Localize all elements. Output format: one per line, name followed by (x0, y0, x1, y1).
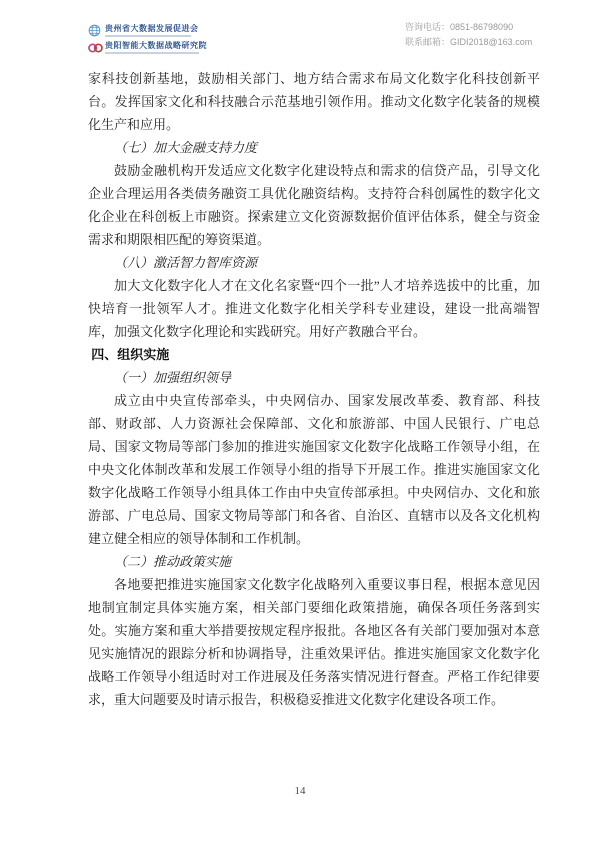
linked-rings-icon (88, 41, 101, 54)
section-heading: （七）加大金融支持力度 (114, 140, 258, 155)
org1-english-subtitle-bar (105, 35, 191, 37)
org1-name: 贵州省大数据发展促进会 (105, 24, 199, 33)
phone-number: 0851-86798090 (450, 22, 514, 32)
org2-english-subtitle-bar (105, 52, 199, 54)
org2-name: 贵阳智能大数据战略研究院 (105, 41, 207, 50)
body-paragraph: 家科技创新基地，鼓励相关部门、地方结合需求布局文化数字化科技创新平台。发挥国家文化和科技融合示范基地引领作用。推动文化数字化装备的规模化生产和应用。 (88, 71, 540, 132)
contact-info (405, 20, 532, 50)
section-heading: （二）推动政策实施 (114, 554, 232, 569)
document-body (88, 67, 540, 711)
org1-logo-row (88, 24, 207, 38)
body-paragraph: 鼓励金融机构开发适应文化数字化建设特点和需求的信贷产品，引导文化企业合理运用各类债务融资工具优化融资结构。支持符合科创属性的数字化文化企业在科创板上市融资。探索建立文化资源数据价值评估体系，健全与资金需求和期限相匹配的筹资渠道。 (88, 163, 540, 247)
email-label: 联系邮箱： (405, 37, 451, 47)
email-address: GIDI2018@163.com (450, 37, 533, 47)
page-number: 14 (294, 785, 306, 797)
contact-phone-line (405, 20, 532, 35)
globe-icon (88, 24, 101, 37)
body-paragraph: 各地要把推进实施国家文化数字化战略列入重要议事日程，根据本意见因地制宜制定具体实施方案，相关部门要细化政策措施，确保各项任务落到实处。实施方案和重大举措要按规定程序报批。各地区各有关部门要加强对本意见实施情况的跟踪分析和协调指导，注重效果评估。推进实施国家文化数字化战略工作领导小组适时对工作进展及任务落实情况进行督查。严格工作纪律要求，重大问题要及时请示报告，积极稳妥推进文化数字化建设各项工作。 (88, 577, 540, 707)
section-heading: （一）加强组织领导 (114, 370, 232, 385)
phone-label: 咨询电话： (405, 22, 451, 32)
chapter-heading: 四、组织实施 (91, 347, 170, 362)
body-paragraph: 成立由中央宣传部牵头，中央网信办、国家发展改革委、教育部、科技部、财政部、人力资源社会保障部、文化和旅游部、中国人民银行、广电总局、国家文物局等部门参加的推进实施国家文化数字化战略工作领导小组，在中央文化体制改革和发展工作领导小组的指导下开展工作。推进实施国家文化数字化战略工作领导小组具体工作由中央宣传部承担。中央网信办、文化和旅游部、广电总局、国家文物局等部门和各省、自治区、直辖市以及各文化机构建立健全相应的领导体制和工作机制。 (88, 393, 540, 546)
org2-logo-row (88, 41, 207, 55)
section-heading: （八）激活智力智库资源 (114, 255, 258, 270)
body-paragraph: 加大文化数字化人才在文化名家暨“四个一批”人才培养选拔中的比重，加快培育一批领军人才。推进文化数字化相关学科专业建设，建设一批高端智库，加强文化数字化理论和实践研究。用好产教融合平台。 (88, 278, 540, 339)
header-logo-block (88, 24, 207, 58)
contact-email-line (405, 35, 532, 50)
